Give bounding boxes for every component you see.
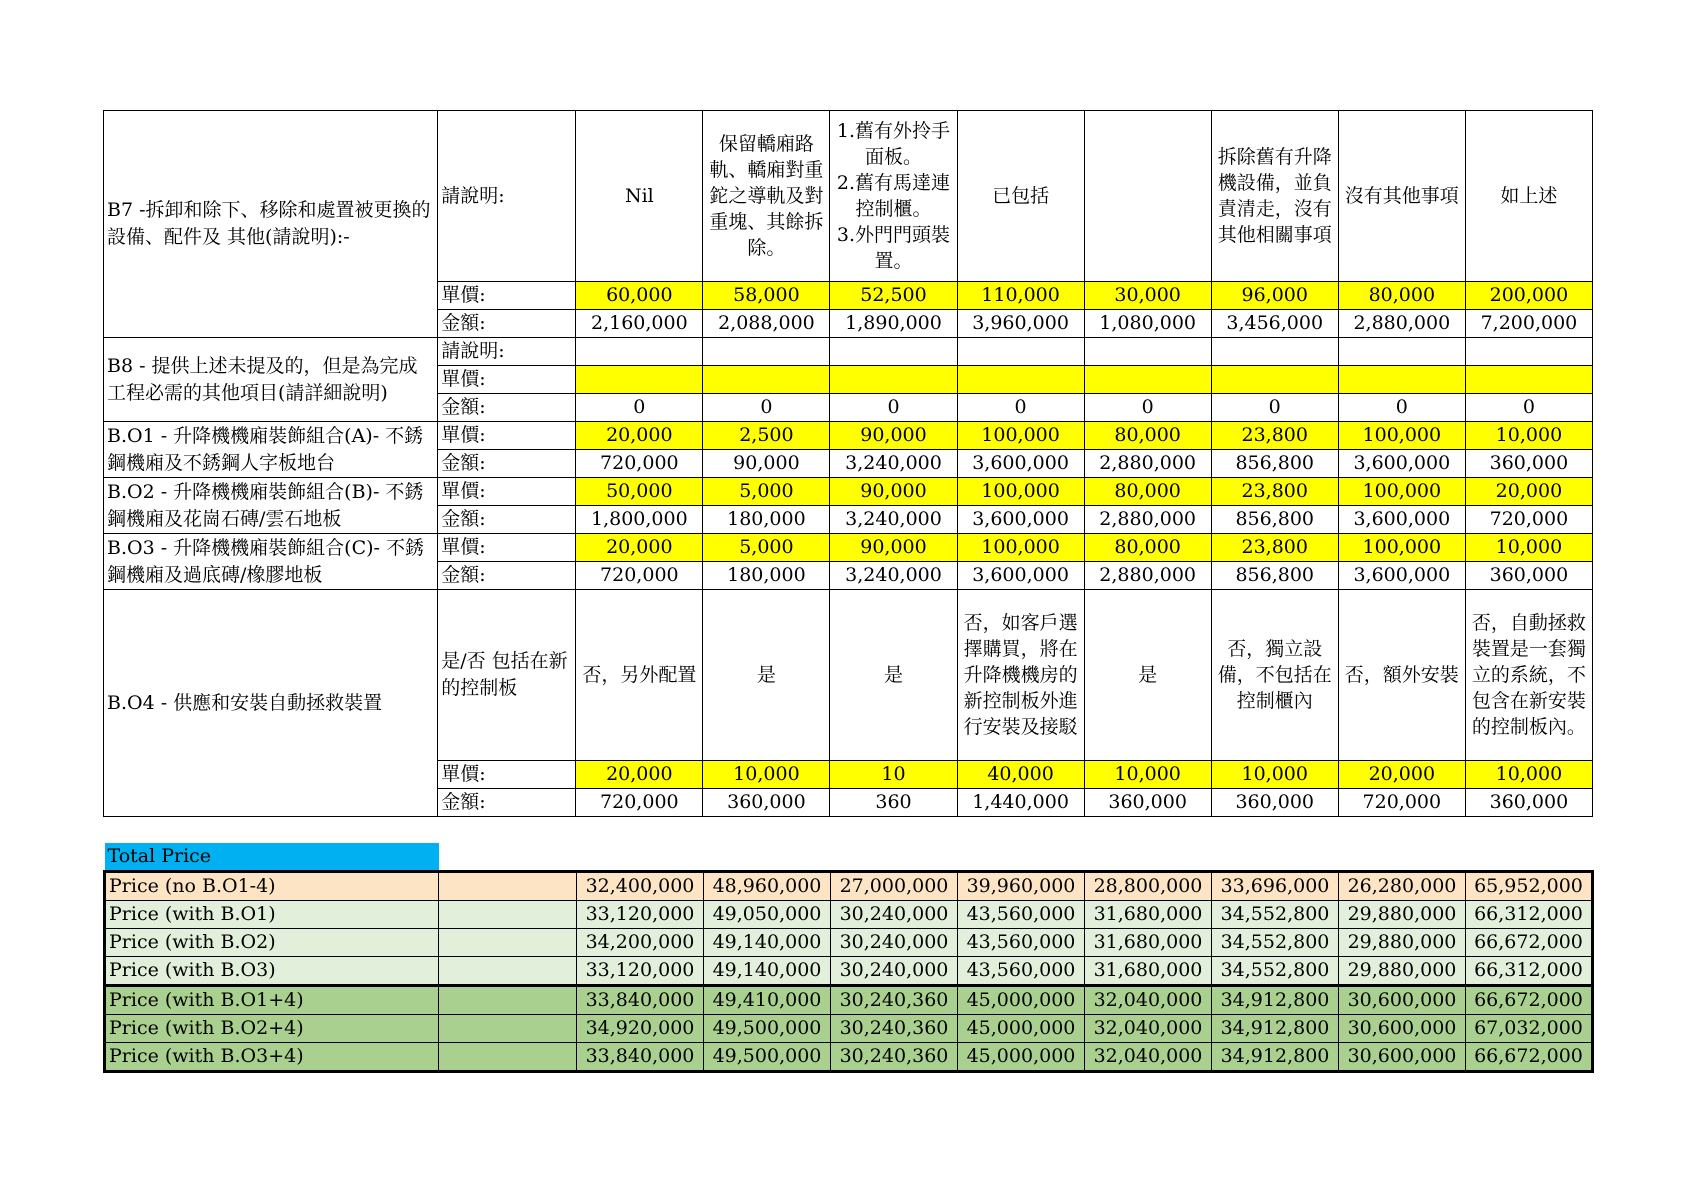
amount-cell: 0 [576, 394, 703, 422]
total-value-cell: 31,680,000 [1085, 957, 1212, 986]
total-value-cell: 34,920,000 [577, 1015, 704, 1043]
total-row-label: Price (with B.O1) [105, 901, 439, 929]
unit-price-cell: 30,000 [1084, 282, 1211, 310]
amount-cell: 0 [1084, 394, 1211, 422]
amount-label: 金額: [438, 310, 576, 338]
total-header-row [105, 843, 1593, 872]
unit-price-cell: 20,000 [576, 422, 703, 450]
total-price-row [105, 872, 1593, 901]
total-value-cell: 49,140,000 [704, 957, 831, 986]
total-blank-cell [439, 929, 577, 957]
unit-price-cell [1338, 366, 1465, 394]
total-value-cell: 34,200,000 [577, 929, 704, 957]
amount-cell: 1,800,000 [576, 506, 703, 534]
amount-cell: 1,890,000 [830, 310, 957, 338]
amount-cell: 3,960,000 [957, 310, 1084, 338]
total-value-cell: 49,140,000 [704, 929, 831, 957]
amount-cell: 7,200,000 [1465, 310, 1592, 338]
unit-price-cell: 100,000 [957, 534, 1084, 562]
desc-cell [1338, 338, 1465, 366]
tender-comparison-table [103, 110, 1593, 817]
unit-price-cell [576, 366, 703, 394]
desc-label: 請說明: [438, 338, 576, 366]
total-blank-cell [439, 1043, 577, 1072]
total-value-cell: 45,000,000 [958, 1043, 1085, 1072]
total-value-cell: 31,680,000 [1085, 901, 1212, 929]
unit-price-label: 單價: [438, 478, 576, 506]
desc-cell [830, 338, 957, 366]
amount-cell: 720,000 [576, 789, 703, 817]
amount-cell: 360,000 [1084, 789, 1211, 817]
amount-cell: 3,456,000 [1211, 310, 1338, 338]
total-value-cell: 45,000,000 [958, 986, 1085, 1015]
total-value-cell: 49,410,000 [704, 986, 831, 1015]
total-value-cell: 30,600,000 [1339, 1015, 1466, 1043]
amount-cell: 0 [957, 394, 1084, 422]
desc-cell: 沒有其他事項 [1338, 111, 1465, 282]
amount-label: 金額: [438, 394, 576, 422]
total-value-cell: 66,312,000 [1466, 957, 1593, 986]
unit-price-cell: 10,000 [1084, 761, 1211, 789]
amount-cell: 0 [1338, 394, 1465, 422]
total-value-cell: 49,500,000 [704, 1015, 831, 1043]
total-price-row [105, 901, 1593, 929]
total-value-cell: 34,912,800 [1212, 1015, 1339, 1043]
unit-price-cell: 5,000 [703, 478, 830, 506]
total-value-cell: 29,880,000 [1339, 901, 1466, 929]
total-value-cell: 30,600,000 [1339, 986, 1466, 1015]
amount-cell: 1,440,000 [957, 789, 1084, 817]
unit-price-cell: 10,000 [1465, 761, 1592, 789]
unit-price-cell: 5,000 [703, 534, 830, 562]
total-blank-cell [439, 872, 577, 901]
desc-cell: 如上述 [1465, 111, 1592, 282]
total-value-cell: 33,840,000 [577, 1043, 704, 1072]
unit-price-label: 單價: [438, 282, 576, 310]
unit-price-cell: 60,000 [576, 282, 703, 310]
total-value-cell: 48,960,000 [704, 872, 831, 901]
section-label: B.O1 - 升降機機廂裝飾組合(A)- 不銹鋼機廂及不銹鋼人字板地台 [104, 422, 438, 478]
total-value-cell: 30,240,360 [831, 1015, 958, 1043]
total-price-row [105, 1015, 1593, 1043]
unit-price-cell: 20,000 [576, 534, 703, 562]
unit-price-cell: 80,000 [1084, 534, 1211, 562]
amount-cell: 1,080,000 [1084, 310, 1211, 338]
unit-price-label: 單價: [438, 761, 576, 789]
total-value-cell: 43,560,000 [958, 957, 1085, 986]
total-price-row [105, 957, 1593, 986]
desc-cell [1084, 338, 1211, 366]
unit-price-cell [703, 366, 830, 394]
desc-cell: 否，獨立設備，不包括在控制櫃內 [1211, 590, 1338, 761]
amount-cell: 180,000 [703, 562, 830, 590]
desc-cell: 否，額外安裝 [1338, 590, 1465, 761]
total-price-row [105, 1043, 1593, 1072]
unit-price-cell [1465, 366, 1592, 394]
total-value-cell: 66,312,000 [1466, 901, 1593, 929]
amount-cell: 2,880,000 [1084, 450, 1211, 478]
unit-price-cell: 80,000 [1338, 282, 1465, 310]
total-blank-cell [439, 986, 577, 1015]
amount-cell: 360,000 [1211, 789, 1338, 817]
amount-cell: 2,880,000 [1084, 506, 1211, 534]
total-value-cell: 34,552,800 [1212, 901, 1339, 929]
total-value-cell: 32,040,000 [1085, 986, 1212, 1015]
total-row-label: Price (no B.O1-4) [105, 872, 439, 901]
unit-price-cell: 200,000 [1465, 282, 1592, 310]
total-value-cell: 32,040,000 [1085, 1015, 1212, 1043]
total-value-cell: 29,880,000 [1339, 929, 1466, 957]
section-label: B.O2 - 升降機機廂裝飾組合(B)- 不銹鋼機廂及花崗石磚/雲石地板 [104, 478, 438, 534]
total-value-cell: 30,600,000 [1339, 1043, 1466, 1072]
unit-price-cell: 40,000 [957, 761, 1084, 789]
total-value-cell: 34,552,800 [1212, 929, 1339, 957]
unit-price-cell: 100,000 [957, 478, 1084, 506]
total-value-cell: 33,696,000 [1212, 872, 1339, 901]
desc-cell [576, 338, 703, 366]
unit-price-cell: 23,800 [1211, 534, 1338, 562]
unit-price-cell: 100,000 [1338, 534, 1465, 562]
desc-label: 請說明: [438, 111, 576, 282]
total-price-row [105, 929, 1593, 957]
total-value-cell: 33,120,000 [577, 957, 704, 986]
unit-price-cell: 20,000 [1465, 478, 1592, 506]
amount-cell: 856,800 [1211, 506, 1338, 534]
total-row-label: Price (with B.O2) [105, 929, 439, 957]
unit-price-cell: 10 [830, 761, 957, 789]
amount-cell: 180,000 [703, 506, 830, 534]
amount-cell: 2,880,000 [1084, 562, 1211, 590]
unit-price-cell: 100,000 [1338, 422, 1465, 450]
table-row [104, 111, 1593, 282]
section-label: B.O3 - 升降機機廂裝飾組合(C)- 不銹鋼機廂及過底磚/橡膠地板 [104, 534, 438, 590]
unit-price-label: 單價: [438, 422, 576, 450]
amount-cell: 720,000 [576, 450, 703, 478]
table-row [104, 422, 1593, 450]
desc-cell [1084, 111, 1211, 282]
table-row [104, 478, 1593, 506]
total-row-label: Price (with B.O3+4) [105, 1043, 439, 1072]
unit-price-cell: 100,000 [1338, 478, 1465, 506]
desc-cell [957, 338, 1084, 366]
desc-cell: 否，另外配置 [576, 590, 703, 761]
amount-cell: 3,600,000 [957, 506, 1084, 534]
unit-price-cell: 20,000 [576, 761, 703, 789]
total-value-cell: 34,912,800 [1212, 1043, 1339, 1072]
amount-cell: 3,240,000 [830, 506, 957, 534]
unit-price-cell: 10,000 [1465, 422, 1592, 450]
table-row [104, 590, 1593, 761]
amount-cell: 720,000 [1338, 789, 1465, 817]
total-value-cell: 31,680,000 [1085, 929, 1212, 957]
amount-cell: 360,000 [1465, 789, 1592, 817]
total-value-cell: 66,672,000 [1466, 1043, 1593, 1072]
unit-price-cell: 80,000 [1084, 478, 1211, 506]
amount-cell: 360,000 [1465, 450, 1592, 478]
total-value-cell: 30,240,000 [831, 929, 958, 957]
amount-label: 金額: [438, 506, 576, 534]
total-value-cell: 28,800,000 [1085, 872, 1212, 901]
amount-cell: 0 [830, 394, 957, 422]
total-value-cell: 34,912,800 [1212, 986, 1339, 1015]
unit-price-cell [957, 366, 1084, 394]
total-value-cell: 26,280,000 [1339, 872, 1466, 901]
total-value-cell: 65,952,000 [1466, 872, 1593, 901]
amount-cell: 856,800 [1211, 562, 1338, 590]
amount-label: 金額: [438, 450, 576, 478]
total-price-title: Total Price [105, 843, 439, 872]
amount-cell: 3,240,000 [830, 562, 957, 590]
total-value-cell: 30,240,360 [831, 1043, 958, 1072]
total-value-cell: 29,880,000 [1339, 957, 1466, 986]
total-row-label: Price (with B.O2+4) [105, 1015, 439, 1043]
table-row [104, 338, 1593, 366]
amount-cell: 3,600,000 [957, 450, 1084, 478]
total-value-cell: 27,000,000 [831, 872, 958, 901]
amount-cell: 3,600,000 [1338, 450, 1465, 478]
unit-price-label: 單價: [438, 366, 576, 394]
total-value-cell: 66,672,000 [1466, 986, 1593, 1015]
total-blank-cell [439, 901, 577, 929]
total-value-cell: 39,960,000 [958, 872, 1085, 901]
desc-cell: 保留轎廂路軌、轎廂對重鉈之導軌及對重塊、其餘拆除。 [703, 111, 830, 282]
section-label: B.O4 - 供應和安裝自動拯救裝置 [104, 590, 438, 817]
unit-price-cell: 100,000 [957, 422, 1084, 450]
total-row-label: Price (with B.O3) [105, 957, 439, 986]
desc-cell: 否，如客戶選擇購買，將在升降機機房的新控制板外進行安裝及接駁 [957, 590, 1084, 761]
section-label: B7 -拆卸和除下、移除和處置被更換的設備、配件及 其他(請說明):- [104, 111, 438, 338]
desc-cell: 是 [1084, 590, 1211, 761]
unit-price-label: 單價: [438, 534, 576, 562]
unit-price-cell: 23,800 [1211, 422, 1338, 450]
amount-cell: 856,800 [1211, 450, 1338, 478]
desc-cell: Nil [576, 111, 703, 282]
desc-cell: 已包括 [957, 111, 1084, 282]
amount-cell: 360 [830, 789, 957, 817]
total-value-cell: 33,840,000 [577, 986, 704, 1015]
unit-price-cell: 58,000 [703, 282, 830, 310]
unit-price-cell: 2,500 [703, 422, 830, 450]
total-blank-cell [439, 957, 577, 986]
amount-cell: 0 [703, 394, 830, 422]
unit-price-cell [1084, 366, 1211, 394]
table-row [104, 534, 1593, 562]
unit-price-cell: 10,000 [1465, 534, 1592, 562]
amount-cell: 2,160,000 [576, 310, 703, 338]
unit-price-cell: 20,000 [1338, 761, 1465, 789]
desc-cell [1465, 338, 1592, 366]
unit-price-cell: 90,000 [830, 478, 957, 506]
total-price-row [105, 986, 1593, 1015]
desc-cell: 否，自動拯救裝置是一套獨立的系統，不包含在新安裝的控制板內。 [1465, 590, 1592, 761]
unit-price-cell: 110,000 [957, 282, 1084, 310]
unit-price-cell: 80,000 [1084, 422, 1211, 450]
amount-cell: 3,600,000 [957, 562, 1084, 590]
total-value-cell: 67,032,000 [1466, 1015, 1593, 1043]
total-value-cell: 32,400,000 [577, 872, 704, 901]
unit-price-cell: 52,500 [830, 282, 957, 310]
amount-cell: 720,000 [1465, 506, 1592, 534]
amount-cell: 720,000 [576, 562, 703, 590]
amount-label: 金額: [438, 562, 576, 590]
unit-price-cell: 50,000 [576, 478, 703, 506]
amount-cell: 360,000 [1465, 562, 1592, 590]
amount-cell: 3,600,000 [1338, 562, 1465, 590]
section-label: B8 - 提供上述未提及的，但是為完成工程必需的其他項目(請詳細說明) [104, 338, 438, 422]
total-value-cell: 49,500,000 [704, 1043, 831, 1072]
unit-price-cell: 10,000 [1211, 761, 1338, 789]
total-value-cell: 43,560,000 [958, 929, 1085, 957]
total-value-cell: 30,240,000 [831, 901, 958, 929]
unit-price-cell: 23,800 [1211, 478, 1338, 506]
desc-label: 是/否 包括在新的控制板 [438, 590, 576, 761]
total-value-cell: 30,240,000 [831, 957, 958, 986]
unit-price-cell: 90,000 [830, 422, 957, 450]
amount-cell: 2,088,000 [703, 310, 830, 338]
amount-cell: 0 [1211, 394, 1338, 422]
total-value-cell: 32,040,000 [1085, 1043, 1212, 1072]
desc-cell: 是 [830, 590, 957, 761]
desc-cell [1211, 338, 1338, 366]
amount-cell: 3,240,000 [830, 450, 957, 478]
amount-cell: 0 [1465, 394, 1592, 422]
desc-cell: 1.舊有外拎手面板。 2.舊有馬達連控制櫃。 3.外門門頭裝置。 [830, 111, 957, 282]
total-price-table [103, 843, 1594, 1073]
unit-price-cell: 90,000 [830, 534, 957, 562]
total-value-cell: 33,120,000 [577, 901, 704, 929]
amount-cell: 2,880,000 [1338, 310, 1465, 338]
unit-price-cell [830, 366, 957, 394]
desc-cell: 是 [703, 590, 830, 761]
unit-price-cell: 96,000 [1211, 282, 1338, 310]
amount-cell: 3,600,000 [1338, 506, 1465, 534]
total-value-cell: 45,000,000 [958, 1015, 1085, 1043]
total-row-label: Price (with B.O1+4) [105, 986, 439, 1015]
amount-cell: 360,000 [703, 789, 830, 817]
desc-cell [703, 338, 830, 366]
unit-price-cell: 10,000 [703, 761, 830, 789]
total-value-cell: 34,552,800 [1212, 957, 1339, 986]
total-value-cell: 49,050,000 [704, 901, 831, 929]
total-value-cell: 66,672,000 [1466, 929, 1593, 957]
desc-cell: 拆除舊有升降機設備，並負責清走，沒有其他相關事項 [1211, 111, 1338, 282]
unit-price-cell [1211, 366, 1338, 394]
total-blank-cell [439, 1015, 577, 1043]
amount-cell: 90,000 [703, 450, 830, 478]
total-value-cell: 43,560,000 [958, 901, 1085, 929]
amount-label: 金額: [438, 789, 576, 817]
total-value-cell: 30,240,360 [831, 986, 958, 1015]
